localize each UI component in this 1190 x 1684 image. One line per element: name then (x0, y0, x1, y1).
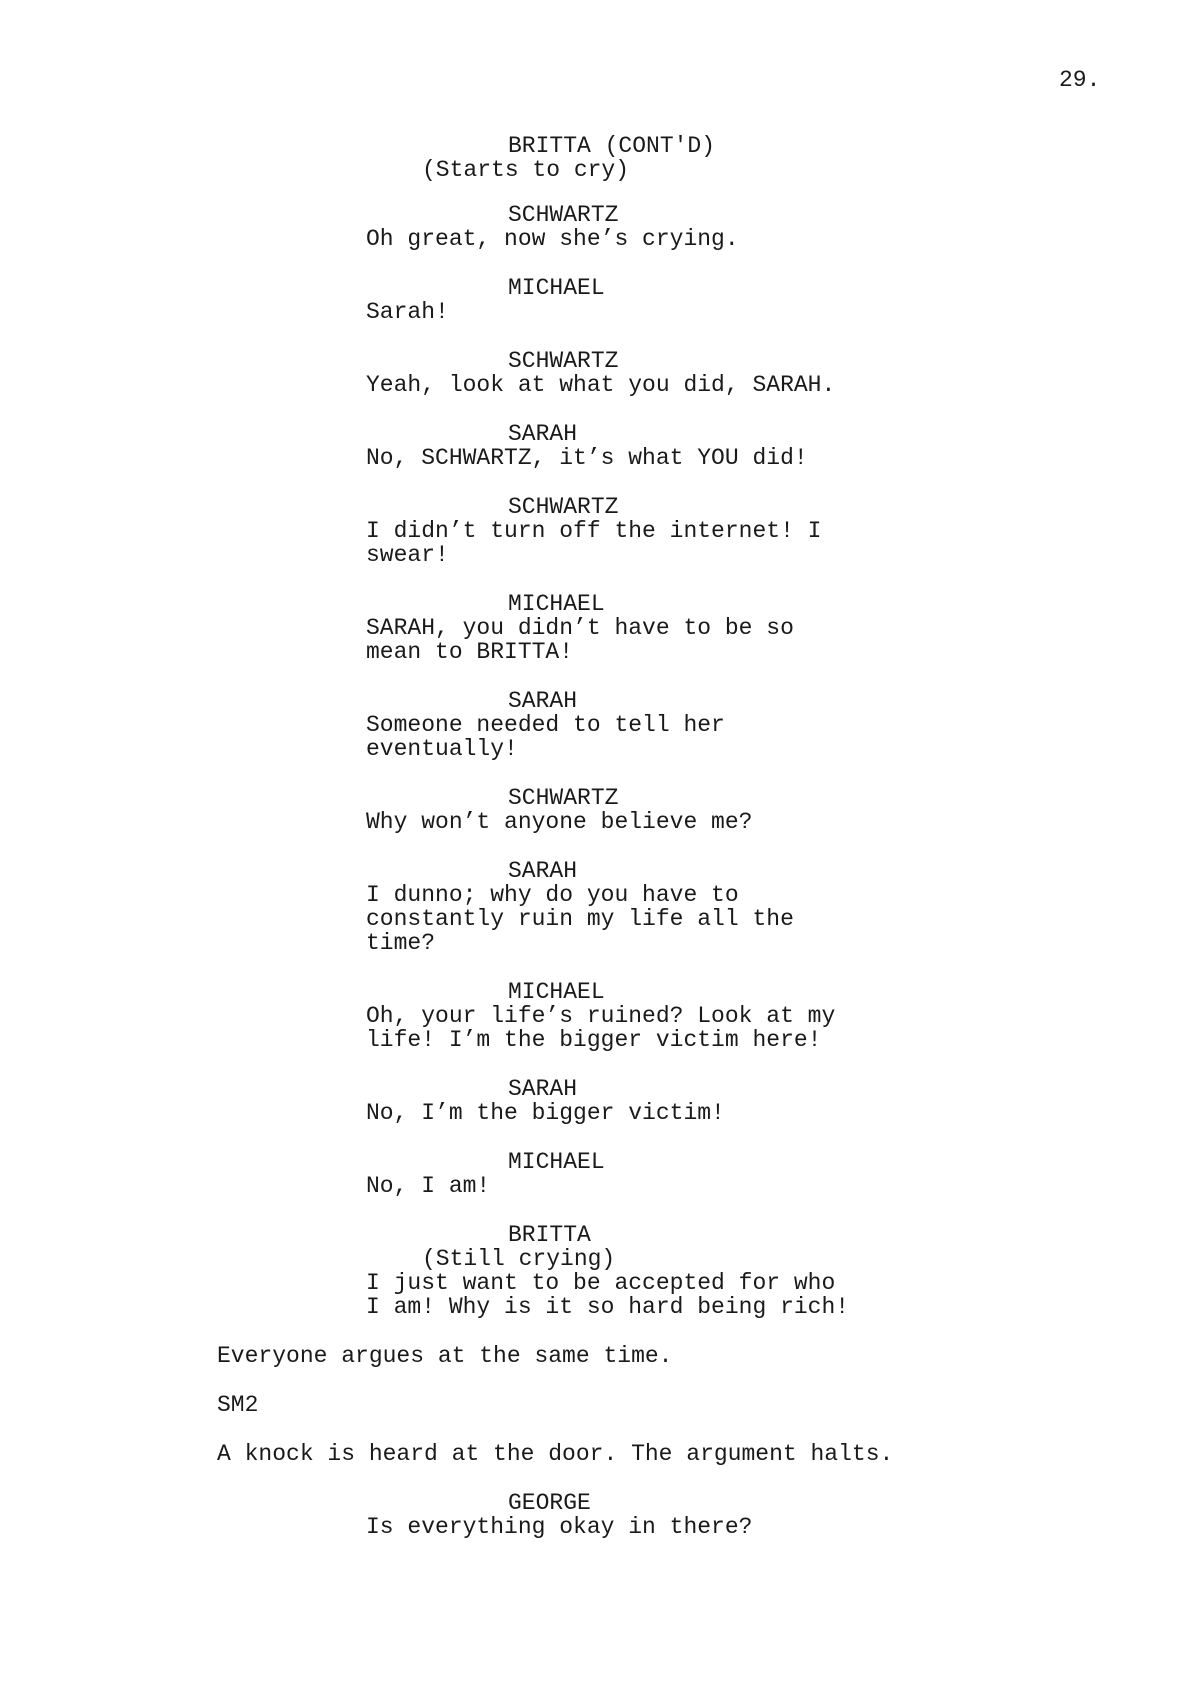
character-cue: SARAH (508, 421, 578, 447)
character-cue: MICHAEL (508, 979, 605, 1005)
page-number: 29. (1059, 67, 1101, 93)
dialogue-line: Yeah, look at what you did, SARAH. (366, 372, 836, 398)
dialogue-line: I dunno; why do you have to (366, 882, 739, 908)
parenthetical: (Still crying) (422, 1246, 616, 1272)
dialogue-line: No, I am! (366, 1173, 491, 1199)
dialogue-line: Someone needed to tell her (366, 712, 725, 738)
dialogue-line: Oh great, now she’s crying. (366, 226, 739, 252)
dialogue-line: eventually! (366, 736, 518, 762)
action-line: SM2 (217, 1392, 259, 1418)
dialogue-line: No, I’m the bigger victim! (366, 1100, 725, 1126)
dialogue-line: Why won’t anyone believe me? (366, 809, 753, 835)
dialogue-line: mean to BRITTA! (366, 639, 574, 665)
dialogue-line: constantly ruin my life all the (366, 906, 794, 932)
character-cue: MICHAEL (508, 275, 605, 301)
dialogue-line: time? (366, 930, 436, 956)
parenthetical: (Starts to cry) (422, 157, 630, 183)
dialogue-line: I didn’t turn off the internet! I (366, 518, 822, 544)
character-cue: GEORGE (508, 1490, 591, 1516)
character-cue: BRITTA (CONT'D) (508, 133, 716, 159)
dialogue-line: Is everything okay in there? (366, 1514, 753, 1540)
character-cue: SARAH (508, 858, 578, 884)
character-cue: MICHAEL (508, 591, 605, 617)
action-line: Everyone argues at the same time. (217, 1343, 673, 1369)
dialogue-line: No, SCHWARTZ, it’s what YOU did! (366, 445, 808, 471)
dialogue-line: Oh, your life’s ruined? Look at my (366, 1003, 836, 1029)
character-cue: SCHWARTZ (508, 202, 619, 228)
dialogue-line: I am! Why is it so hard being rich! (366, 1294, 850, 1320)
action-line: A knock is heard at the door. The argument halts. (217, 1441, 894, 1467)
dialogue-line: swear! (366, 542, 449, 568)
character-cue: SARAH (508, 688, 578, 714)
character-cue: BRITTA (508, 1222, 591, 1248)
dialogue-line: SARAH, you didn’t have to be so (366, 615, 794, 641)
character-cue: MICHAEL (508, 1149, 605, 1175)
dialogue-line: life! I’m the bigger victim here! (366, 1027, 822, 1053)
character-cue: SCHWARTZ (508, 494, 619, 520)
dialogue-line: I just want to be accepted for who (366, 1270, 836, 1296)
character-cue: SCHWARTZ (508, 348, 619, 374)
dialogue-line: Sarah! (366, 299, 449, 325)
character-cue: SARAH (508, 1076, 578, 1102)
character-cue: SCHWARTZ (508, 785, 619, 811)
